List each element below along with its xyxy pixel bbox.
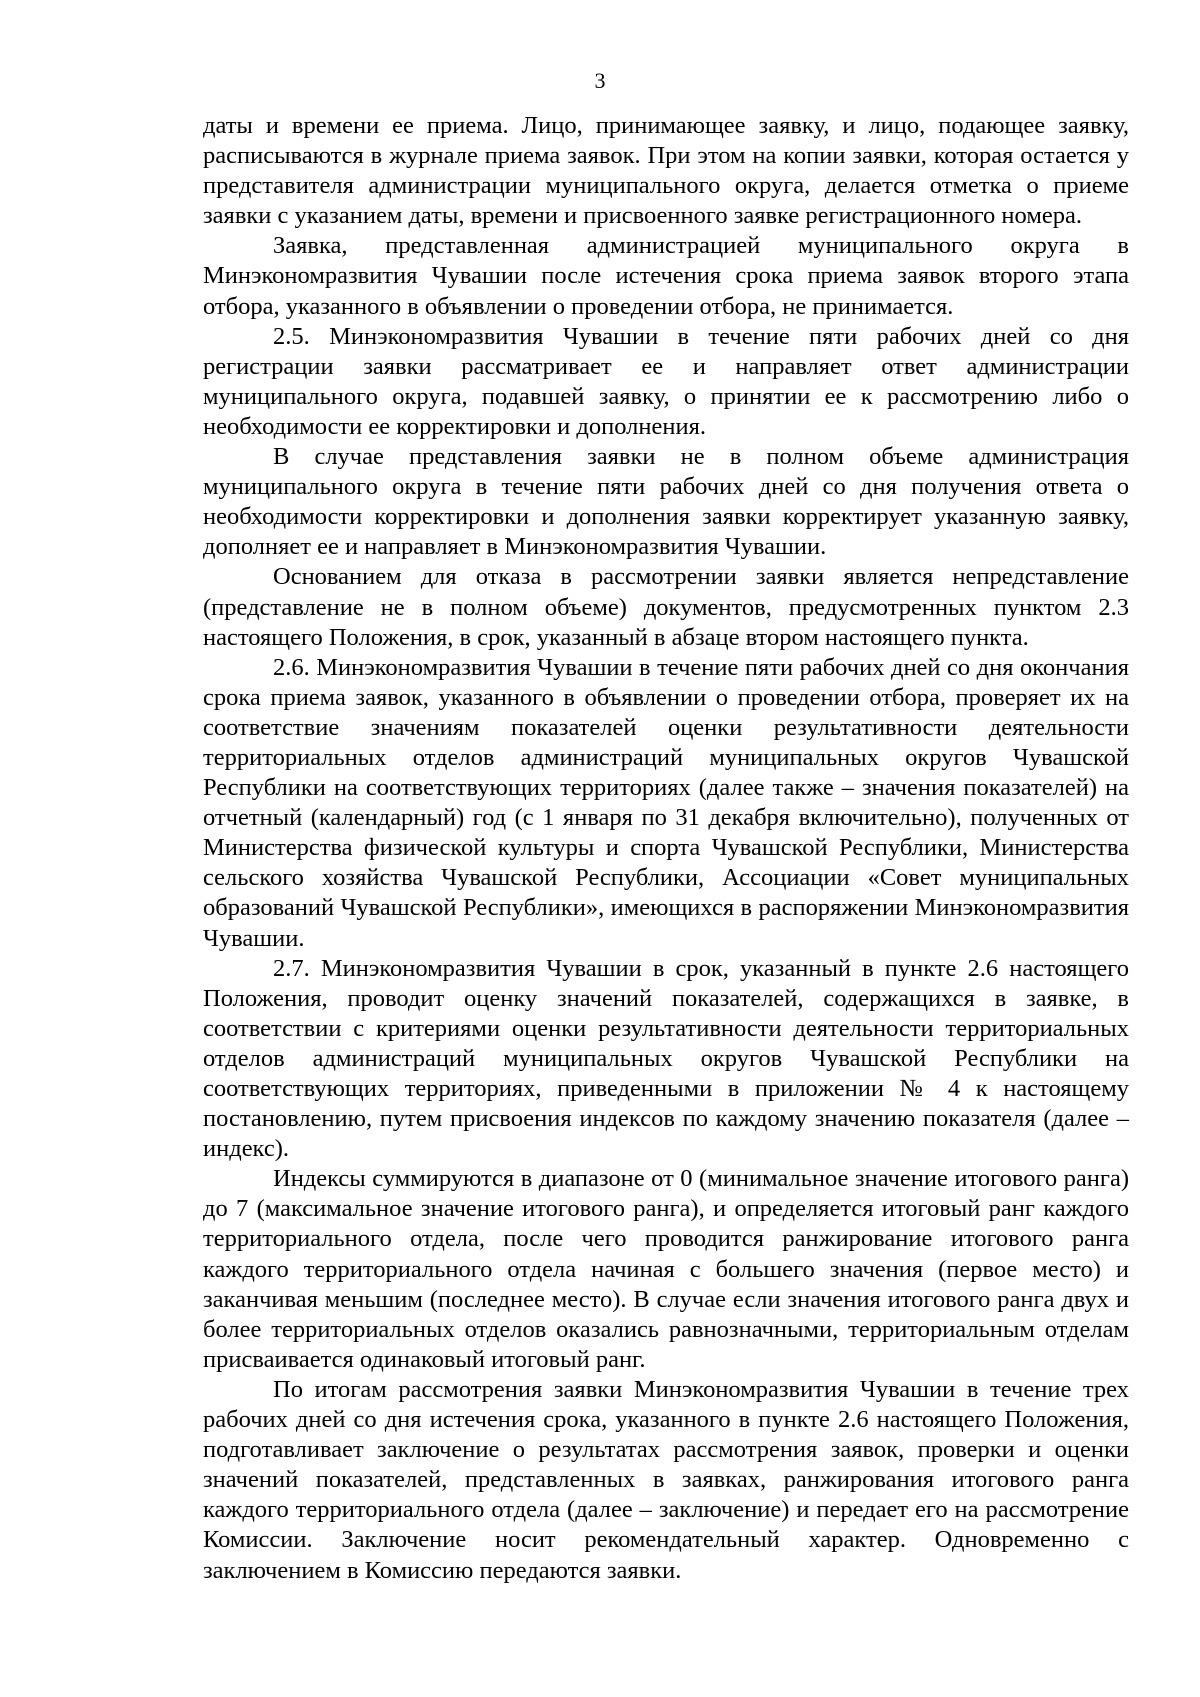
document-body: [203, 111, 1129, 1586]
paragraph-2: Заявка, представленная администрацией муниципального округа в Минэкономразвития Чувашии после истечения срока приема заявок второго этапа отбора, указанного в объявлении о проведении отбора, не принимается.: [203, 232, 1129, 320]
paragraph-3: 2.5. Минэкономразвития Чувашии в течение пяти рабочих дней со дня регистрации заявки рассматривает ее и направляет ответ администрации муниципального округа, подавшей заявку, о принятии ее к рассмотрению либо о необходимости ее корректировки и дополнения.: [203, 322, 1129, 440]
paragraph-6: 2.6. Минэкономразвития Чувашии в течение пяти рабочих дней со дня окончания срока приема заявок, указанного в объявлении о проведении отбора, проверяет их на соответствие значениям показателей оценки результативности деятельности территориальных отделов администраций муниципальных округов Чувашской Республики на соответствующих территориях (далее также – значения показателей) на отчетный (календарный) год (с 1 января по 31 декабря включительно), полученных от Министерства физической культуры и спорта Чувашской Республики, Министерства сельского хозяйства Чувашской Республики, Ассоциации «Совет муниципальных образований Чувашской Республики», имеющихся в распоряжении Минэкономразвития Чувашии.: [203, 653, 1129, 952]
paragraph-9: По итогам рассмотрения заявки Минэкономразвития Чувашии в течение трех рабочих дней со дня истечения срока, указанного в пункте 2.6 настоящего Положения, подготавливает заключение о результатах рассмотрения заявок, проверки и оценки значений показателей, представленных в заявках, ранжирования итогового ранга каждого территориального отдела (далее – заключение) и передает его на рассмотрение Комиссии. Заключение носит рекомендательный характер. Одновременно с заключением в Комиссию передаются заявки.: [203, 1375, 1129, 1584]
page-number: 3: [594, 68, 606, 93]
paragraph-4: В случае представления заявки не в полном объеме администрация муниципального округа в течение пяти рабочих дней со дня получения ответа о необходимости корректировки и дополнения заявки корректирует указанную заявку, дополняет ее и направляет в Минэкономразвития Чувашии.: [203, 443, 1129, 561]
paragraph-5: Основанием для отказа в рассмотрении заявки является непредставление (представление не в полном объеме) документов, предусмотренных пунктом 2.3 настоящего Положения, в срок, указанный в абзаце втором настоящего пункта.: [203, 563, 1129, 651]
paragraph-1: даты и времени ее приема. Лицо, принимающее заявку, и лицо, подающее заявку, расписываются в журнале приема заявок. При этом на копии заявки, которая остается у представителя администрации муниципального округа, делается отметка о приеме заявки с указанием даты, времени и присвоенного заявке регистрационного номера.: [203, 112, 1129, 230]
paragraph-7: 2.7. Минэкономразвития Чувашии в срок, указанный в пункте 2.6 настоящего Положения, проводит оценку значений показателей, содержащихся в заявке, в соответствии с критериями оценки результативности деятельности территориальных отделов администраций муниципальных округов Чувашской Республики на соответствующих территориях, приведенными в приложении № 4 к настоящему постановлению, путем присвоения индексов по каждому значению показателя (далее – индекс).: [203, 954, 1129, 1163]
paragraph-8: Индексы суммируются в диапазоне от 0 (минимальное значение итогового ранга) до 7 (максимальное значение итогового ранга), и определяется итоговый ранг каждого территориального отдела, после чего проводится ранжирование итогового ранга каждого территориального отдела начиная с большего значения (первое место) и заканчивая меньшим (последнее место). В случае если значения итогового ранга двух и более территориальных отделов оказались равнозначными, территориальным отделам присваивается одинаковый итоговый ранг.: [203, 1165, 1129, 1373]
